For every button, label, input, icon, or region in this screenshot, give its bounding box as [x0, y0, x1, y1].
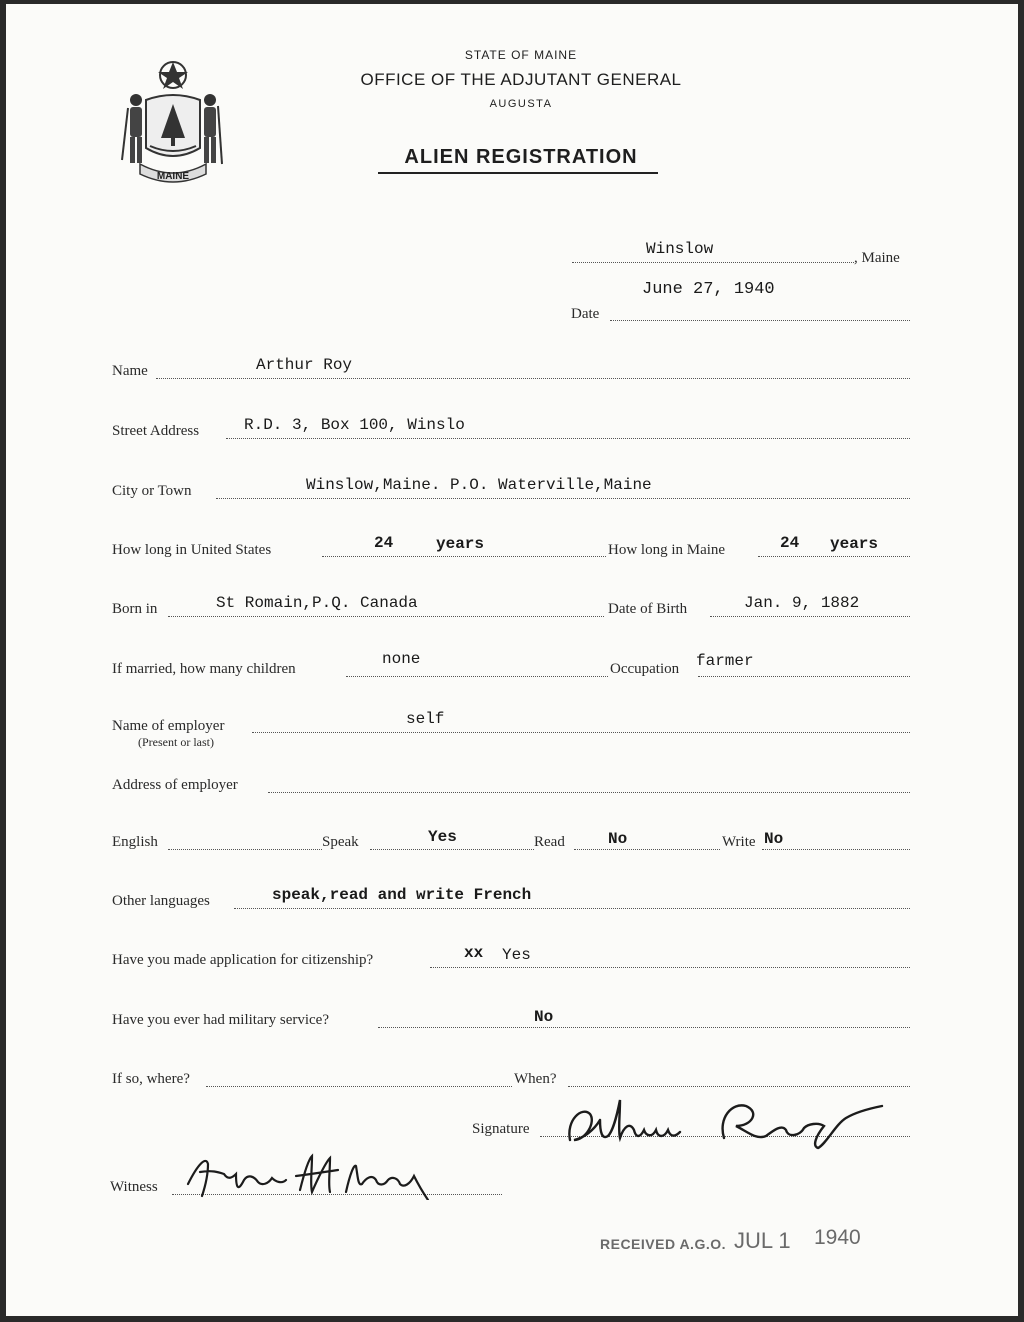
us-years-value: 24: [374, 534, 394, 552]
state-of-maine-seal-icon: [118, 60, 228, 190]
children-label: If married, how many children: [112, 661, 296, 677]
employer-sublabel: (Present or last): [138, 735, 214, 749]
military-line: [378, 1027, 910, 1028]
name-label: Name: [112, 363, 148, 379]
employer-address-line: [268, 792, 910, 793]
read-line: [574, 849, 720, 850]
other-languages-value: speak,read and write French: [272, 886, 532, 904]
dob-line: [710, 616, 910, 617]
maine-years-label: How long in Maine: [608, 542, 726, 558]
signature-label: Signature: [472, 1121, 530, 1137]
english-line: [168, 849, 322, 850]
employer-address-label: Address of employer: [112, 777, 238, 793]
received-stamp: RECEIVED A.G.O.: [600, 1236, 727, 1252]
name-value: Arthur Roy: [256, 356, 353, 374]
occupation-value: farmer: [696, 652, 754, 670]
header-office: OFFICE OF THE ADJUTANT GENERAL: [360, 70, 682, 89]
street-line: [226, 438, 910, 439]
military-label: Have you ever had military service?: [112, 1012, 329, 1028]
when-line: [568, 1086, 910, 1087]
other-languages-line: [234, 908, 910, 909]
registration-form: [6, 4, 1018, 1316]
city-label: City or Town: [112, 483, 192, 499]
us-years-line: [322, 556, 606, 557]
date-line: [610, 320, 910, 321]
header-city: AUGUSTA: [489, 98, 553, 110]
received-stamp-year: 1940: [814, 1226, 861, 1249]
street-value: R.D. 3, Box 100, Winslo: [244, 416, 465, 434]
speak-value: Yes: [428, 828, 457, 846]
city-line: [216, 498, 910, 499]
citizenship-label: Have you made application for citizenship?: [112, 952, 374, 968]
name-line: [156, 378, 910, 379]
born-value: St Romain,P.Q. Canada: [216, 594, 418, 612]
english-label: English: [112, 834, 158, 850]
maine-years-line: [758, 556, 910, 557]
occupation-line: [698, 676, 910, 677]
place-label: , Maine: [854, 250, 900, 266]
us-years-label: How long in United States: [112, 542, 272, 558]
speak-label: Speak: [322, 834, 359, 850]
citizenship-line: [430, 967, 910, 968]
street-label: Street Address: [112, 423, 200, 439]
occupation-label: Occupation: [610, 661, 680, 677]
place-value: Winslow: [646, 240, 714, 258]
maine-years-value: 24: [780, 534, 800, 552]
us-years-unit: years: [436, 535, 485, 553]
other-languages-label: Other languages: [112, 893, 210, 909]
seal-motto: MAINE: [156, 171, 190, 182]
applicant-signature: [556, 1090, 886, 1150]
received-stamp-month: JUL 1: [734, 1228, 791, 1253]
read-label: Read: [534, 834, 565, 850]
children-value: none: [382, 650, 421, 668]
employer-line: [252, 732, 910, 733]
born-line: [168, 616, 604, 617]
date-label: Date: [571, 306, 600, 322]
born-label: Born in: [112, 601, 158, 617]
where-line: [206, 1086, 512, 1087]
dob-value: Jan. 9, 1882: [744, 594, 860, 612]
write-line: [762, 849, 910, 850]
when-label: When?: [514, 1071, 557, 1087]
speak-line: [370, 849, 534, 850]
children-line: [346, 676, 608, 677]
write-value: No: [764, 830, 784, 848]
where-label: If so, where?: [112, 1071, 190, 1087]
citizenship-struck: xx: [464, 944, 484, 962]
title-underline: [378, 172, 658, 174]
military-value: No: [534, 1008, 554, 1026]
witness-label: Witness: [110, 1179, 158, 1195]
maine-years-unit: years: [830, 535, 879, 553]
dob-label: Date of Birth: [608, 601, 688, 617]
employer-label: Name of employer: [112, 718, 225, 734]
read-value: No: [608, 830, 628, 848]
date-value: June 27, 1940: [642, 280, 775, 299]
city-value: Winslow,Maine. P.O. Waterville,Maine: [306, 476, 652, 494]
citizenship-value: Yes: [502, 946, 531, 964]
header-state: STATE OF MAINE: [464, 48, 578, 62]
employer-value: self: [406, 710, 445, 728]
witness-signature: [178, 1144, 434, 1200]
form-title: ALIEN REGISTRATION: [404, 146, 638, 168]
place-line: [572, 262, 854, 263]
write-label: Write: [722, 834, 756, 850]
